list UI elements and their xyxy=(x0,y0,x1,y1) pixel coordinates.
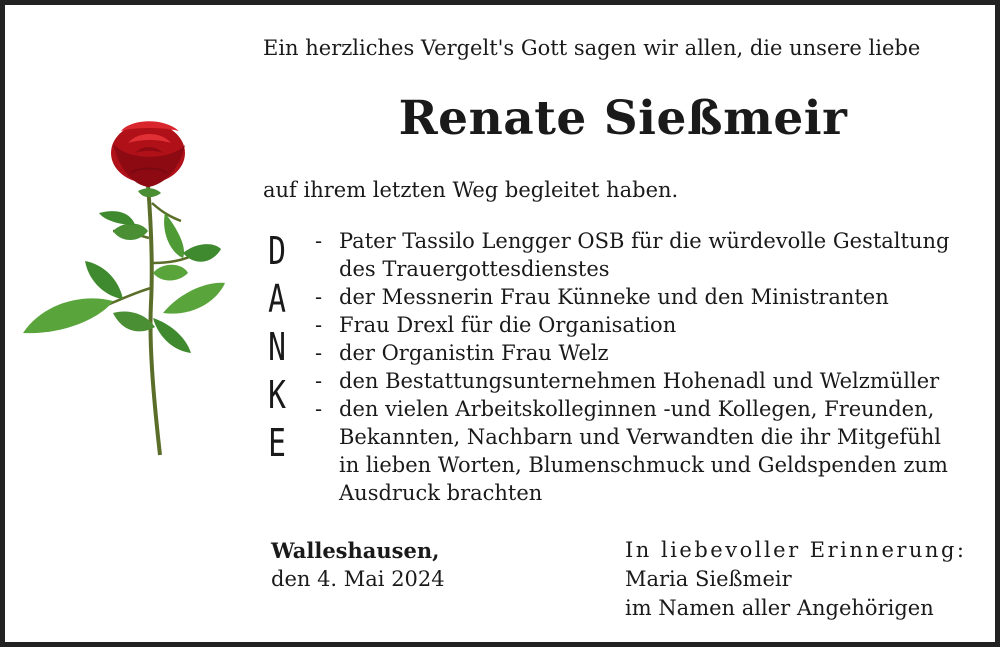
bullet-dash: - xyxy=(315,313,323,337)
thanks-line: in lieben Worten, Blumenschmuck und Geldspenden zum xyxy=(339,453,948,477)
bullet-dash: - xyxy=(315,285,323,309)
thanks-line: Bekannten, Nachbarn und Verwandten die ihr Mitgefühl xyxy=(339,425,941,449)
deceased-name: Renate Sießmeir xyxy=(398,91,848,146)
place-name: Walleshausen, xyxy=(271,538,440,563)
danke-letter-a: A xyxy=(268,277,286,321)
thanks-item xyxy=(313,339,978,367)
thanks-line: der Organistin Frau Welz xyxy=(339,341,609,365)
thanks-item xyxy=(313,395,978,507)
danke-letter-e: E xyxy=(268,421,286,465)
danke-letter-n: N xyxy=(268,325,286,369)
intro-text: Ein herzliches Vergelt's Gott sagen wir allen, die unsere liebe xyxy=(263,36,921,60)
bullet-dash: - xyxy=(315,397,323,421)
danke-letter-k: K xyxy=(268,373,286,417)
signer-name: Maria Sießmeir xyxy=(625,567,792,591)
thanks-line: Pater Tassilo Lengger OSB für die würdevolle Gestaltung xyxy=(339,229,950,253)
date-text: den 4. Mai 2024 xyxy=(271,567,445,591)
bullet-dash: - xyxy=(315,341,323,365)
bullet-dash: - xyxy=(315,229,323,253)
thanks-line: den vielen Arbeitskolleginnen -und Kollegen, Freunden, xyxy=(339,397,935,421)
outro-text: auf ihrem letzten Weg begleitet haben. xyxy=(263,178,679,202)
bullet-dash: - xyxy=(315,369,323,393)
danke-letter-d: D xyxy=(268,229,286,273)
danke-vertical-word xyxy=(260,227,294,467)
signer-note: im Namen aller Angehörigen xyxy=(625,596,934,620)
thanks-item xyxy=(313,367,978,395)
thanks-item xyxy=(313,311,978,339)
thanks-line: Ausdruck brachten xyxy=(339,481,543,505)
thanks-item xyxy=(313,283,978,311)
thanks-list xyxy=(313,227,978,507)
thanks-line: Frau Drexl für die Organisation xyxy=(339,313,677,337)
rose-icon xyxy=(13,113,238,463)
thanks-line: des Trauergottesdienstes xyxy=(339,257,610,281)
closing-phrase: In liebevoller Erinnerung: xyxy=(625,538,967,562)
thanks-item xyxy=(313,227,978,283)
thanks-line: den Bestattungsunternehmen Hohenadl und Welzmüller xyxy=(339,369,940,393)
thanks-line: der Messnerin Frau Künneke und den Ministranten xyxy=(339,285,889,309)
